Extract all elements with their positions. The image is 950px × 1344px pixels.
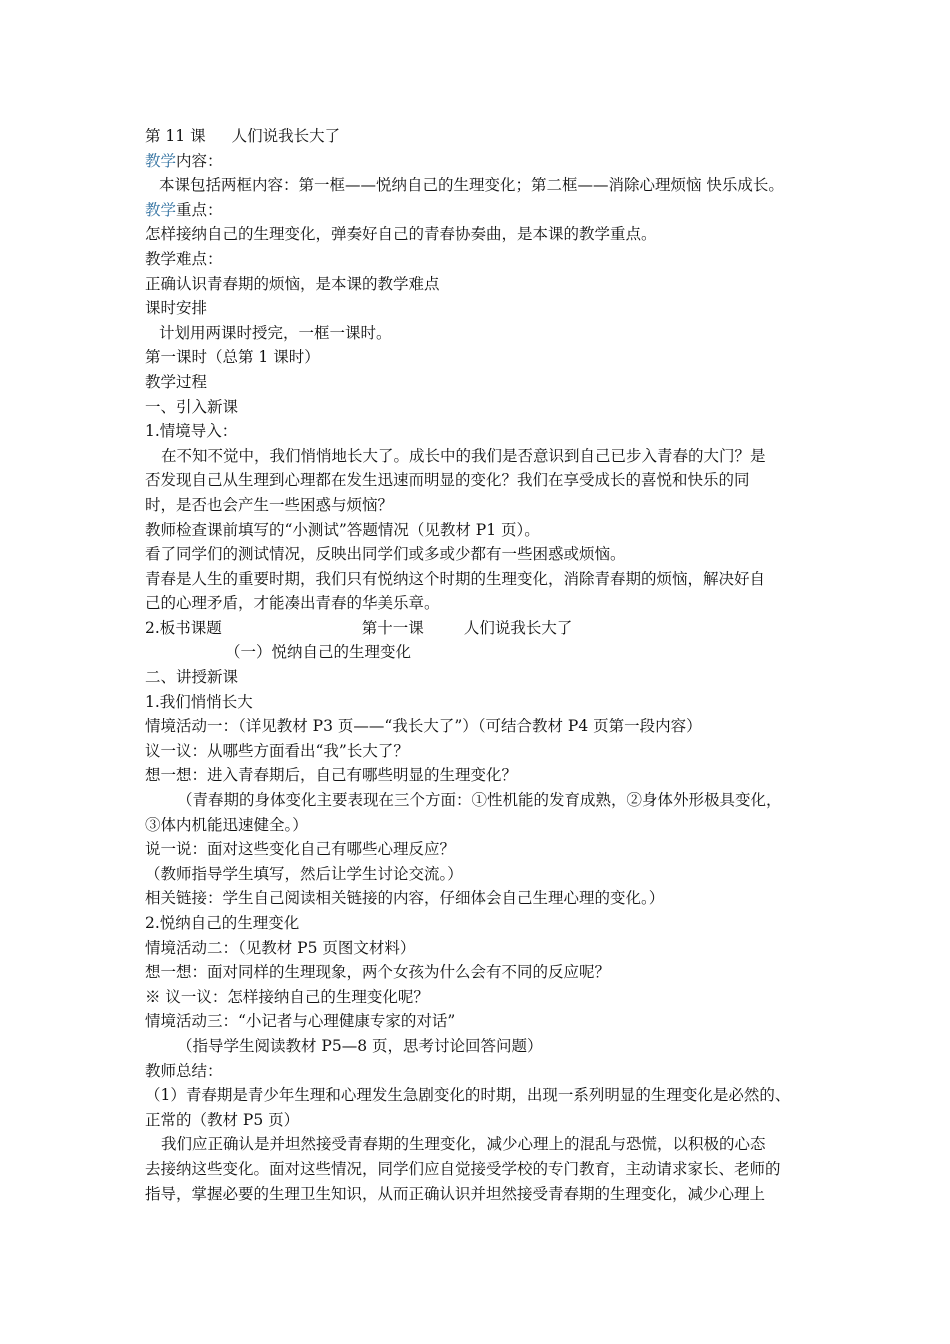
lesson-title <box>145 124 825 149</box>
intro-paragraph-line-3: 时，是否也会产生一些困惑与烦恼？ <box>145 495 394 514</box>
schedule-text: 计划用两课时授完，一框一课时。 <box>159 323 392 342</box>
key-text: 怎样接纳自己的生理变化，弹奏好自己的青春协奏曲，是本课的教学重点。 <box>145 225 657 244</box>
discuss-1: 议一议：从哪些方面看出“我”长大了？ <box>145 741 409 760</box>
section-1-1-heading: 1.情境导入： <box>145 422 238 441</box>
note-1-line-1: （青春期的身体变化主要表现在三个方面：①性机能的发育成熟，②身体外形极具变化， <box>177 791 782 810</box>
summary-2-line-3: 指导，掌握必要的生理卫生知识，从而正确认识并坦然接受青春期的生理变化，减少心理上 <box>145 1184 766 1203</box>
board-lesson: 第十一课 <box>361 618 424 637</box>
period-heading: 第一课时（总第 1 课时） <box>145 348 320 367</box>
intro-result-text: 看了同学们的测试情况，反映出同学们或多或少都有一些困惑或烦恼。 <box>145 545 626 564</box>
section-2-1-heading: 1.我们悄悄长大 <box>145 692 253 711</box>
summary-2-line-1: 我们应正确认是并坦然接受青春期的生理变化，减少心理上的混乱与恐慌，以积极的心态 <box>161 1135 766 1154</box>
think-2: 想一想：面对同样的生理现象，两个女孩为什么会有不同的反应呢？ <box>145 963 611 982</box>
intro-paragraph-line-1: 在不知不觉中，我们悄悄地长大了。成长中的我们是否意识到自己已步入青春的大门？是 <box>161 446 766 465</box>
guide-1: （教师指导学生填写，然后让学生讨论交流。） <box>145 864 463 883</box>
board-subtitle: （一）悦纳自己的生理变化 <box>225 643 412 662</box>
lesson-name: 人们说我长大了 <box>231 127 341 145</box>
process-heading: 教学过程 <box>145 372 208 391</box>
board-label: 2.板书课题 <box>145 618 222 637</box>
activity-2: 情境活动二：（见教材 P5 页图文材料） <box>145 938 416 957</box>
discuss-2: ※ 议一议：怎样接纳自己的生理变化呢？ <box>145 987 429 1006</box>
summary-heading: 教师总结： <box>145 1061 223 1080</box>
intro-youth-line-1: 青春是人生的重要时期，我们只有悦纳这个时期的生理变化，消除青春期的烦恼，解决好自 <box>145 569 766 588</box>
activity-1: 情境活动一：（详见教材 P3 页——“我长大了”）（可结合教材 P4 页第一段内容） <box>145 717 702 736</box>
section-2-2-heading: 2.悦纳自己的生理变化 <box>145 914 300 932</box>
activity-3: 情境活动三：“小记者与心理健康专家的对话” <box>145 1012 456 1031</box>
intro-check-text: 教师检查课前填写的“小测试”答题情况（见教材 P1 页）。 <box>145 520 540 539</box>
board-lesson-name: 人们说我长大了 <box>463 618 573 637</box>
key-heading-rest: 重点： <box>176 200 223 219</box>
key-heading-link: 教学 <box>145 200 177 219</box>
content-heading <box>145 149 825 174</box>
content-heading-rest: 内容： <box>176 151 223 170</box>
difficulty-heading: 教学难点： <box>145 249 223 268</box>
difficulty-text: 正确认识青春期的烦恼，是本课的教学难点 <box>145 274 440 293</box>
intro-paragraph-line-2: 否发现自己从生理到心理都在发生迅速而明显的变化？我们在享受成长的喜悦和快乐的同 <box>145 471 750 490</box>
intro-youth-line-2: 己的心理矛盾，才能凑出青春的华美乐章。 <box>145 594 440 613</box>
summary-1-line-2: 正常的（教材 P5 页） <box>145 1110 300 1129</box>
summary-2-line-2: 去接纳这些变化。面对这些情况，同学们应自觉接受学校的专门教育，主动请求家长、老师的 <box>145 1159 781 1178</box>
document-page <box>145 124 825 1206</box>
schedule-heading: 课时安排 <box>145 299 208 318</box>
content-text: 本课包括两框内容：第一框——悦纳自己的生理变化；第二框——消除心理烦恼 快乐成长。 <box>159 176 784 195</box>
link-1: 相关链接：学生自己阅读相关链接的内容，仔细体会自己生理心理的变化。） <box>145 889 665 908</box>
lesson-number: 第 11 课 <box>145 127 206 145</box>
guide-2: （指导学生阅读教材 P5—8 页，思考讨论回答问题） <box>177 1036 543 1055</box>
think-1: 想一想：进入青春期后，自己有哪些明显的生理变化？ <box>145 766 518 785</box>
section-1-heading: 一、引入新课 <box>145 397 239 416</box>
board-title <box>145 616 825 641</box>
say-1: 说一说：面对这些变化自己有哪些心理反应？ <box>145 840 456 859</box>
content-heading-link: 教学 <box>145 151 177 170</box>
key-heading <box>145 198 825 223</box>
section-2-heading: 二、讲授新课 <box>145 668 239 687</box>
summary-1-line-1: （1）青春期是青少年生理和心理发生急剧变化的时期，出现一系列明显的生理变化是必然的、 <box>145 1086 791 1105</box>
note-1-line-2: ③体内机能迅速健全。） <box>145 815 308 834</box>
